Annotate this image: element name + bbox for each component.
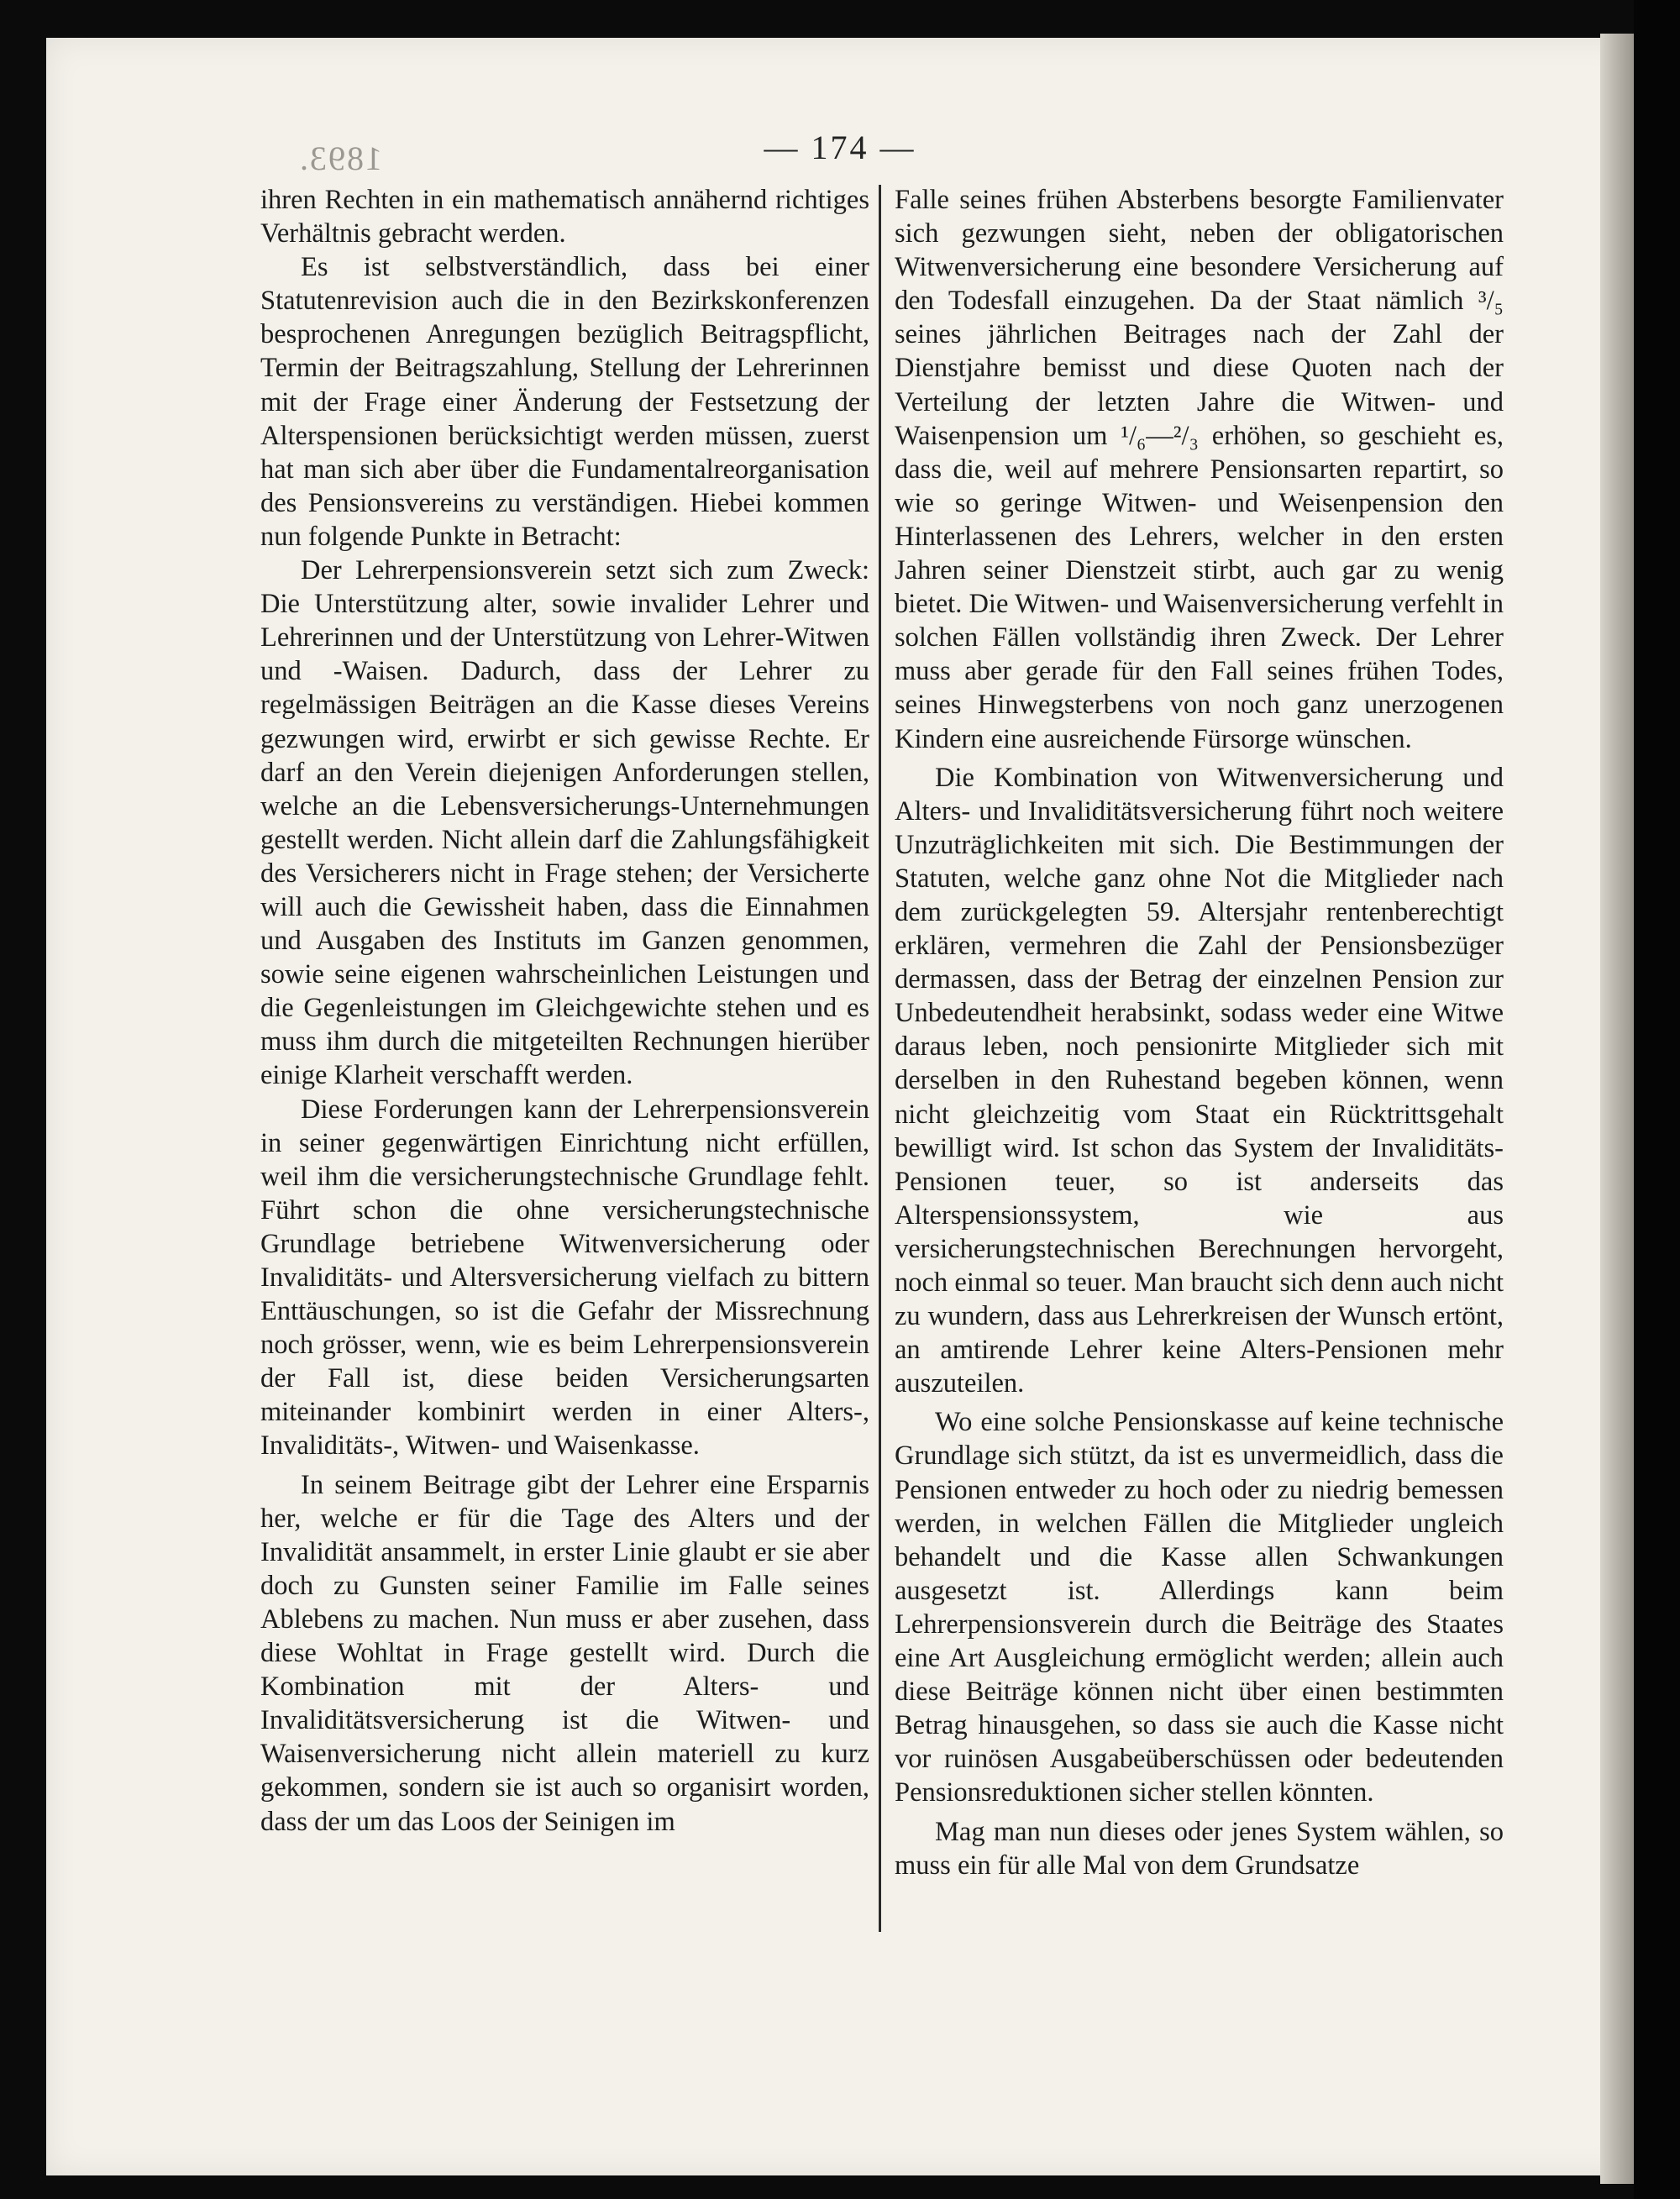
page-edge [1600, 34, 1634, 2184]
paragraph: ihren Rechten in ein mathematisch annähernd richtiges Verhältnis gebracht werden. [260, 185, 869, 249]
binding-shadow [1634, 0, 1680, 2199]
left-column [260, 183, 869, 1839]
paragraph: In seinem Beitrage gibt der Lehrer eine Ersparnis her, welche er für die Tage des Alters und der Invalidität ansammelt, in erster Linie glaubt er sie aber doch zu Gunsten seiner Familie im Falle seines Ablebens zu machen. Nun muss er aber zusehen, dass diese Wohltat in Frage gestellt wird. Durch die Kombination mit der Alters- und Invaliditätsversicherung ist die Witwen- und Waisenversicherung nicht allein materiell zu kurz gekommen, sondern sie ist auch so organisirt worden, dass der um das Loos der Seinigen im [260, 1469, 869, 1837]
paragraph: Falle seines frühen Absterbens besorgte Familienvater sich gezwungen sieht, neben der obligatorischen Witwenversicherung eine besondere Versicherung auf den Todesfall einzugehen. Da der Staat nämlich ³/₅ seines jährlichen Beitrages nach der Zahl der Dienstjahre bemisst und diese Quoten nach der Verteilung der letzten Jahre die Witwen- und Waisenpension um ¹/₆—²/₃ erhöhen, so geschieht es, dass die, weil auf mehrere Pensionsarten repartirt, so wie so geringe Witwen- und Weisenpension den Hinterlassenen des Lehrers, welcher in den ersten Jahren seiner Dienstzeit stirbt, auch gar zu wenig bietet. Die Witwen- und Waisenversicherung verfehlt in solchen Fällen vollständig ihren Zweck. Der Lehrer muss aber gerade für den Fall seines frühen Todes, seines Hinwegsterbens von noch ganz unerzogenen Kindern eine ausreichende Fürsorge wünschen. [895, 185, 1504, 754]
page-number: — 174 — [764, 129, 916, 166]
paragraph: Die Kombination von Witwenversicherung und Alters- und Invaliditätsversicherung führt noch weitere Unzuträglichkeiten mit sich. Die Bestimmungen der Statuten, welche ganz ohne Not die Mitglieder nach dem zurückgelegten 59. Altersjahr rentenberechtigt erklären, vermehren die Zahl der Pensionsbezüger dermassen, dass der Betrag der einzelnen Pension zur Unbedeutendheit herabsinkt, sodass weder eine Witwe daraus leben, noch pensionirte Mitglieder sich mit derselben in den Ruhestand begeben können, wenn nicht gleichzeitig vom Staat ein Rücktrittsgehalt bewilligt wird. Ist schon das System der Invaliditäts-Pensionen teuer, so ist anderseits das Alterspensionssystem, wie aus versicherungstechnischen Berechnungen hervorgeht, noch einmal so teuer. Man braucht sich denn auch nicht zu wundern, dass aus Lehrerkreisen der Wunsch ertönt, an amtirende Lehrer keine Alters-Pensionen mehr auszuteilen. [895, 762, 1504, 1399]
paragraph: Diese Forderungen kann der Lehrerpensionsverein in seiner gegenwärtigen Einrichtung nicht erfüllen, weil ihm die versicherungstechnische Grundlage fehlt. Führt schon die ohne versicherungstechnische Grundlage betriebene Witwenversicherung oder Invaliditäts- und Altersversicherung vielfach zu bittern Enttäuschungen, so ist die Gefahr der Missrechnung noch grösser, wenn, wie es beim Lehrerpensionsverein der Fall ist, diese beiden Versicherungsarten miteinander kombinirt werden in einer Alters-, Invaliditäts-, Witwen- und Waisenkasse. [260, 1094, 869, 1462]
paragraph: Wo eine solche Pensionskasse auf keine technische Grundlage sich stützt, da ist es unvermeidlich, dass die Pensionen entweder zu hoch oder zu niedrig bemessen werden, in welchen Fällen die Mitglieder ungleich behandelt und die Kasse allen Schwankungen ausgesetzt ist. Allerdings kann beim Lehrerpensionsverein durch die Beiträge des Staates eine Art Ausgleichung ermöglicht werden; allein auch diese Beiträge können nicht über einen bestimmten Betrag hinausgehen, so dass sie auch die Kasse nicht vor ruinösen Ausgabeüberschüssen oder bedeutenden Pensionsreduktionen sicher stellen könnten. [895, 1407, 1504, 1808]
paragraph: Der Lehrerpensionsverein setzt sich zum Zweck: Die Unterstützung alter, sowie invalider Lehrer und Lehrerinnen und der Unterstützung von Lehrer-Witwen und -Waisen. Dadurch, dass der Lehrer zu regelmässigen Beiträgen an die Kasse dieses Vereins gezwungen wird, erwirbt er sich gewisse Rechte. Er darf an den Verein diejenigen Anforderungen stellen, welche an die Lebensversicherungs-Unternehmungen gestellt werden. Nicht allein darf die Zahlungsfähigkeit des Versicherers nicht in Frage stehen; der Versicherte will auch die Gewissheit haben, dass die Einnahmen und Ausgaben des Instituts im Ganzen genommen, sowie seine eigenen wahrscheinlichen Leistungen und die Gegenleistungen im Gleichgewichte stehen und es muss ihm durch die mitgeteilten Rechnungen hierüber einige Klarheit verschafft werden. [260, 555, 869, 1091]
paragraph: Mag man nun dieses oder jenes System wählen, so muss ein für alle Mal von dem Grundsatze [895, 1816, 1504, 1881]
right-column [895, 183, 1504, 1882]
paragraph: Es ist selbstverständlich, dass bei einer Statutenrevision auch die in den Bezirkskonferenzen besprochenen Anregungen bezüglich Beitragspflicht, Termin der Beitragszahlung, Stellung der Lehrerinnen mit der Frage einer Änderung der Festsetzung der Alterspensionen berücksichtigt werden müssen, zuerst hat man sich aber über die Fundamentalreorganisation des Pensionsvereins zu verständigen. Hiebei kommen nun folgende Punkte in Betracht: [260, 252, 869, 552]
bleed-through-text: 1893. [298, 139, 382, 177]
column-rule [879, 185, 881, 1932]
